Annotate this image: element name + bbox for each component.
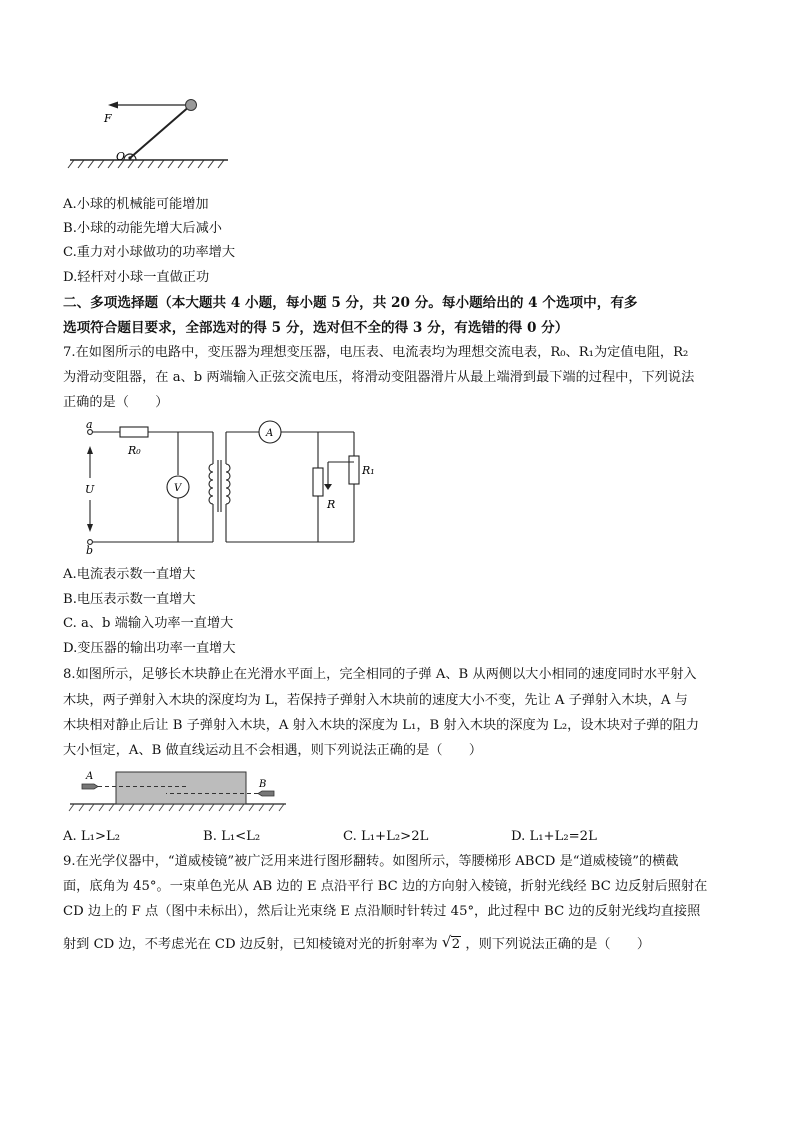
q9-stem-line4 (63, 936, 650, 954)
fig7-label-b: b (86, 544, 94, 555)
fig7-label-r: R (327, 498, 336, 511)
q6-option-d: D.轻杆对小球一直做正功 (63, 270, 210, 285)
q9-stem-line2: 面，底角为 45°。一束单色光从 AB 边的 E 点沿平行 BC 边的方向射入棱镜，折射光线经 BC 边反射后照射在 (63, 879, 708, 894)
fig7-label-r1: R₁ (362, 464, 375, 477)
fig6-rod-diagram (60, 90, 240, 172)
q7-option-d: D.变压器的输出功率一直增大 (63, 641, 236, 656)
q6-option-b: B.小球的动能先增大后减小 (63, 221, 222, 236)
q8-stem-line3: 木块相对静止后让 B 子弹射入木块，A 射入木块的深度为 L₁，B 射入木块的深度为 L₂，设木块对子弹的阻力 (63, 718, 700, 733)
q9-stem-line4-part1: 射到 CD 边，不考虑光在 CD 边反射，已知棱镜对光的折射率为 (63, 937, 438, 952)
fig7-label-u: U (85, 483, 95, 496)
fig8-block-diagram (66, 766, 291, 820)
q8-option-d: D. L₁+L₂=2L (511, 829, 597, 844)
fig8-label-a: A (86, 771, 94, 782)
fig8-label-b: B (259, 779, 267, 790)
q9-sqrt-value: 2 (451, 937, 461, 952)
fig6-label-f: F (104, 112, 112, 125)
q8-option-a: A. L₁>L₂ (63, 829, 121, 844)
fig7-circuit-diagram (78, 420, 378, 555)
q7-option-c: C. a、b 端输入功率一直增大 (63, 616, 234, 631)
fig7-label-a: a (86, 420, 93, 431)
q7-option-a: A.电流表示数一直增大 (63, 567, 196, 582)
q7-stem-line3: 正确的是（ ） (63, 395, 169, 410)
q8-option-b: B. L₁<L₂ (203, 829, 261, 844)
section2-heading-line2: 选项符合题目要求，全部选对的得 5 分，选对但不全的得 3 分，有选错的得 0 分） (63, 320, 569, 336)
q9-stem-line3: CD 边上的 F 点（图中未标出），然后让光束绕 E 点沿顺时针转过 45°，此过程中 BC 边的反射光线均直接照 (63, 904, 701, 919)
q8-stem-line2: 木块，两子弹射入木块的深度均为 L，若保持子弹射入木块前的速度大小不变，先让 A 子弹射入木块，A 与 (63, 693, 688, 708)
q9-stem-line1: 9.在光学仪器中，“道威棱镜”被广泛用来进行图形翻转。如图所示，等腰梯形 ABCD 是“道威棱镜”的横截 (63, 854, 679, 869)
q6-option-a: A.小球的机械能可能增加 (63, 197, 209, 212)
section2-heading-line1: 二、多项选择题（本大题共 4 小题，每小题 5 分，共 20 分。每小题给出的 4 个选项中，有多 (63, 295, 638, 311)
q7-stem-line1: 7.在如图所示的电路中，变压器为理想变压器，电压表、电流表均为理想交流电表，R₀、R₁为定值电阻，R₂ (63, 345, 689, 360)
q7-option-b: B.电压表示数一直增大 (63, 592, 196, 607)
q9-stem-line4-part2: ，则下列说法正确的是（ ） (465, 937, 651, 952)
fig7-ammeter-label: A (266, 428, 274, 439)
q8-stem-line1: 8.如图所示，足够长木块静止在光滑水平面上，完全相同的子弹 A、B 从两侧以大小相同的速度同时水平射入 (63, 667, 697, 682)
fig7-label-r0: R₀ (128, 444, 141, 457)
q6-option-c: C.重力对小球做功的功率增大 (63, 245, 236, 260)
fig7-voltmeter-label: V (174, 483, 182, 494)
q8-stem-line4: 大小恒定，A、B 做直线运动且不会相遇，则下列说法正确的是（ ） (63, 743, 483, 758)
fig6-label-o: O (116, 150, 126, 163)
sqrt-symbol (442, 936, 461, 954)
q8-option-c: C. L₁+L₂>2L (343, 829, 429, 844)
q7-stem-line2: 为滑动变阻器，在 a、b 两端输入正弦交流电压，将滑动变阻器滑片从最上端滑到最下端的过程中，下列说法 (63, 370, 695, 385)
